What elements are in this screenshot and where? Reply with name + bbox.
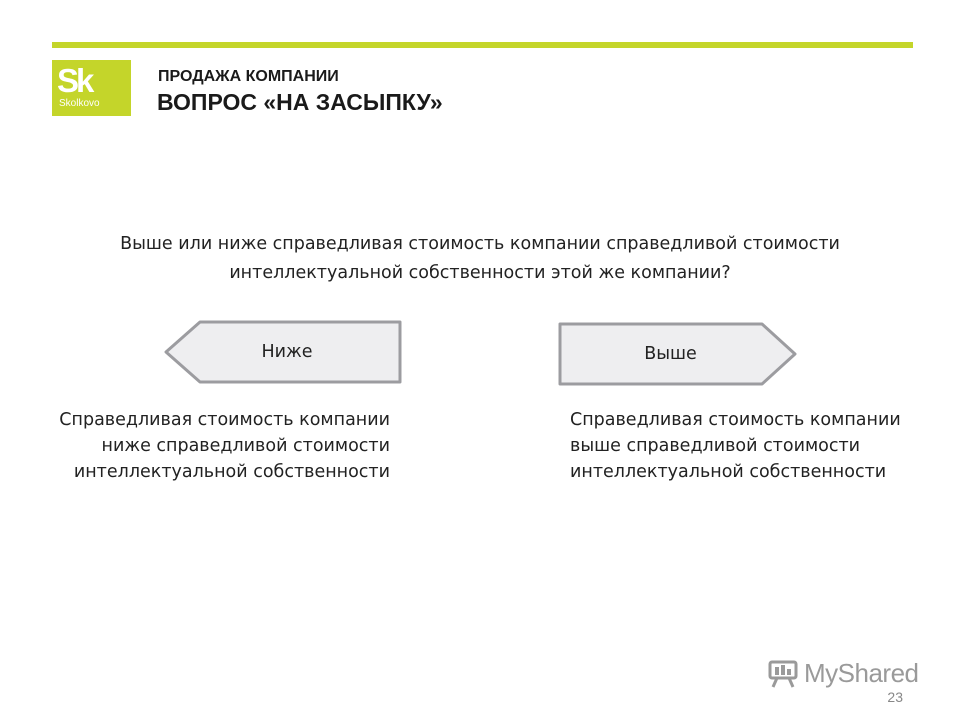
lower-option-label: Ниже xyxy=(261,342,313,362)
higher-option-arrow xyxy=(558,322,798,388)
skolkovo-logo xyxy=(52,60,131,116)
logo-mark: Sk xyxy=(57,62,92,99)
lower-option-description: Справедливая стоимость компании ниже справедливой стоимости интеллектуальной собственности xyxy=(59,410,390,482)
slide-subtitle: ПРОДАЖА КОМПАНИИ xyxy=(158,68,339,85)
logo-wordmark: Skolkovo xyxy=(59,98,100,109)
presentation-board-icon xyxy=(768,660,800,688)
lower-option-arrow xyxy=(162,320,402,386)
question-text: Выше или ниже справедливая стоимость компании справедливой стоимости интеллектуальной собственности этой же компании? xyxy=(120,234,840,283)
page-number: 23 xyxy=(887,689,903,705)
watermark-text: MyShared xyxy=(804,658,919,688)
header-accent-rule xyxy=(52,42,913,48)
slide-title: ВОПРОС «НА ЗАСЫПКУ» xyxy=(157,89,443,115)
higher-option-label: Выше xyxy=(644,344,697,364)
myshared-watermark xyxy=(768,658,938,690)
higher-option-description: Справедливая стоимость компании выше справедливой стоимости интеллектуальной собственности xyxy=(570,410,901,482)
